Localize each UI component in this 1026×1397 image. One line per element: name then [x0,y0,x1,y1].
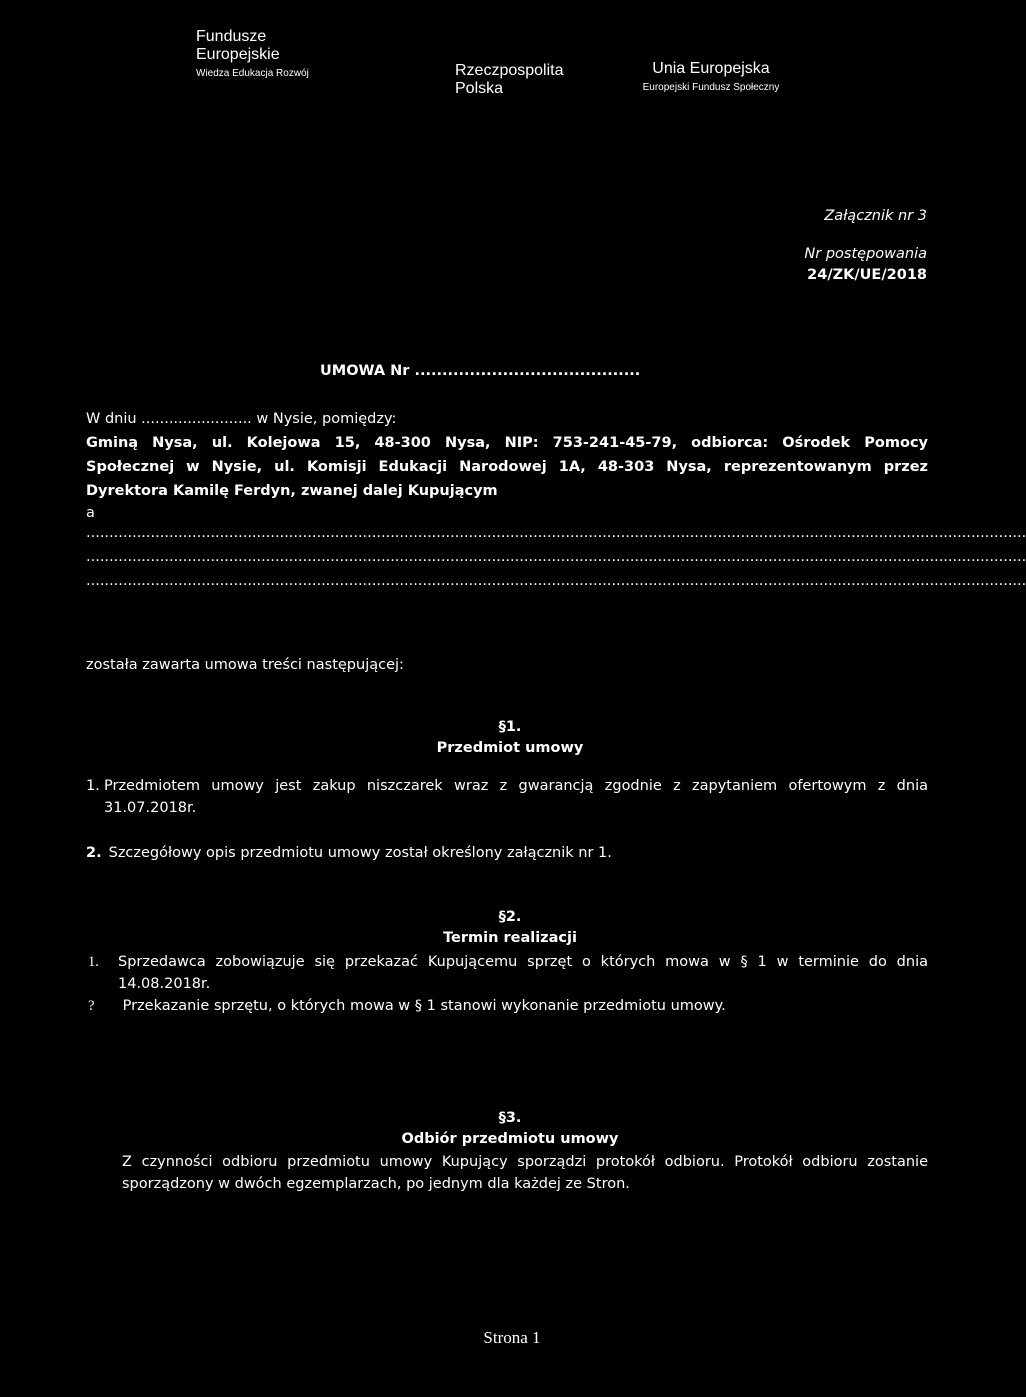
attachment-label: Załącznik nr 3 [824,208,927,224]
party-line-3: Dyrektora Kamilę Ferdyn, zwanej dalej Kupującym [86,483,498,499]
section-1-item-2 [86,842,612,864]
rp-logo-line1: Rzeczpospolita [455,62,564,79]
contract-title: UMOWA Nr ......................................... [320,363,641,379]
blank-line-2: ............................................................................................................................................................................................................ [86,549,1026,565]
page-number: Strona 1 [483,1328,541,1347]
section-3-text-a: Z czynności odbioru przedmiotu umowy Kupujący sporządzi protokół odbioru. Protokół odbioru zostanie [122,1154,928,1170]
section-1-item-1-text-a: Przedmiotem umowy jest zakup niszczarek wraz z gwarancją zgodnie z zapytaniem ofertowym z dnia [104,778,928,794]
party-line-1-text: Gminą Nysa, ul. Kolejowa 15, 48-300 Nysa, NIP: 753-241-45-79, odbiorca: Ośrodek Pomocy [86,435,928,451]
section-3-text-b: sporządzony w dwóch egzemplarzach, po jednym dla każdej ze Stron. [122,1176,630,1192]
date-line: W dniu ........................ w Nysie, pomiędzy: [86,411,397,427]
section-1-item-1 [86,775,928,819]
party-line-2 [86,456,928,478]
section-1-title: Przedmiot umowy [436,740,584,756]
rp-logo-line2: Polska [455,80,504,97]
party-line-1 [86,432,928,454]
section-1-item-2-num: 2. [86,845,102,861]
section-2-item-2-text: Przekazanie sprzętu, o których mowa w § 1 stanowi wykonanie przedmiotu umowy. [122,998,726,1014]
ue-logo [620,60,802,94]
rp-logo [455,62,564,98]
fe-logo [196,28,309,80]
section-3-text [122,1151,928,1195]
fe-logo-line2: Europejskie [196,46,280,63]
blank-line-3: ............................................................................................................................................................................................................ [86,573,1026,589]
and-word: a [86,505,95,521]
section-2-item-1-num: 1. [88,954,99,970]
section-2-sign: §2. [498,909,522,925]
ue-logo-line1: Unia Europejska [652,60,770,77]
section-2-item-1 [88,951,928,995]
blank-line-1: ............................................................................................................................................................................................................ [86,525,1026,541]
section-3-title: Odbiór przedmiotu umowy [401,1131,619,1147]
fe-logo-line1: Fundusze [196,28,267,45]
section-2-item-2-num: ? [88,998,95,1014]
section-3-sign: §3. [498,1110,522,1126]
section-1-item-1-text-b: 31.07.2018r. [104,800,197,816]
section-2-item-1-text-a: Sprzedawca zobowiązuje się przekazać Kupującemu sprzęt o których mowa w § 1 w terminie do dnia [118,954,928,970]
section-2-title: Termin realizacji [443,930,577,946]
section-1-item-1-num: 1. [86,778,100,794]
party-line-2-text: Społecznej w Nysie, ul. Komisji Edukacji Narodowej 1A, 48-303 Nysa, reprezentowanym przez [86,459,928,475]
fe-logo-sub: Wiedza Edukacja Rozwój [196,68,309,79]
proceeding-label: Nr postępowania [804,246,927,262]
section-1-item-2-text: Szczegółowy opis przedmiotu umowy został określony załącznik nr 1. [108,845,612,861]
section-1-sign: §1. [498,719,522,735]
section-2-item-1-text-b: 14.08.2018r. [118,976,211,992]
proceeding-number: 24/ZK/UE/2018 [807,267,927,283]
section-2-item-2 [88,995,726,1017]
ue-logo-sub: Europejski Fundusz Społeczny [642,82,780,93]
concluded-line: została zawarta umowa treści następującej: [86,657,404,673]
